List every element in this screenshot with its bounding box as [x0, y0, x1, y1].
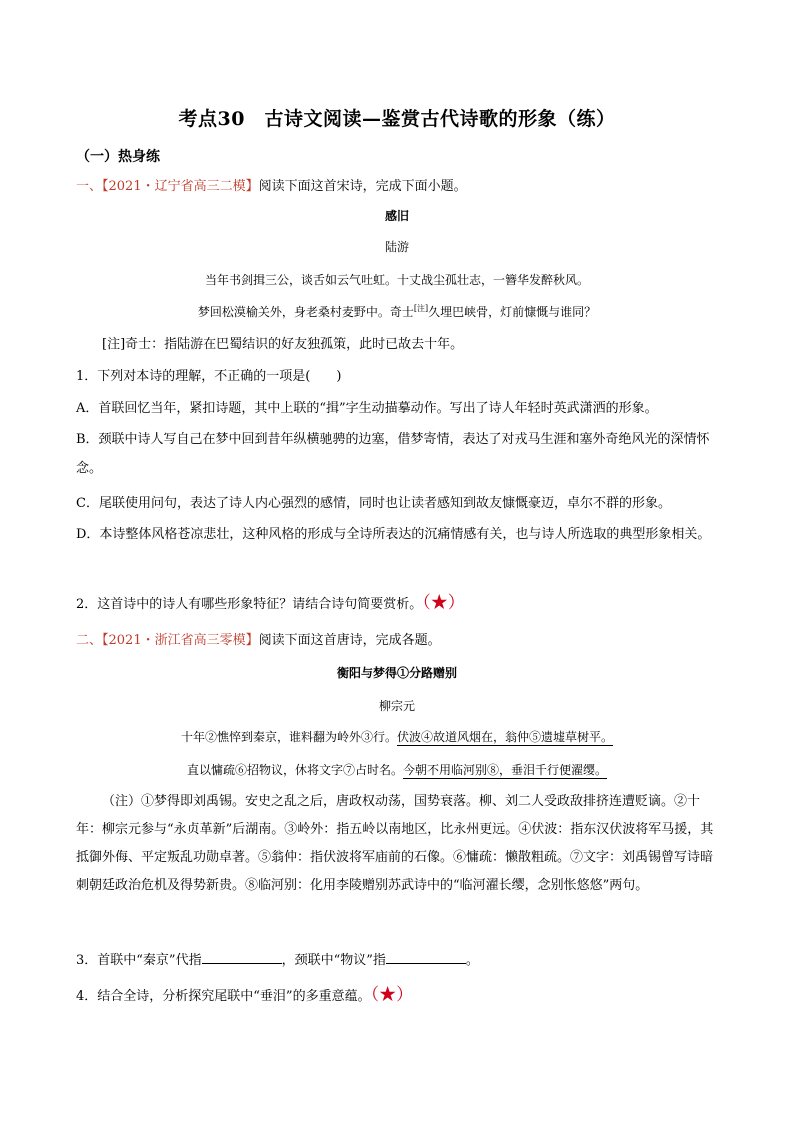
underlined-text: 伏波④故道风烟在，翁仲⑤遗墟草树平。 — [397, 730, 614, 744]
star-mark: （★） — [370, 985, 414, 1005]
part2-poet: 柳宗元 — [378, 699, 415, 713]
star-mark: （★） — [422, 593, 465, 613]
part2-poem-line-1: 十年②憔悴到秦京，谁料翻为岭外③行。伏波④故道风烟在，翁仲⑤遗墟草树平。 — [180, 730, 614, 744]
section-heading: （一）热身练 — [76, 149, 160, 165]
question-1: 1．下列对本诗的理解，不正确的一项是( ) — [76, 369, 342, 384]
part2-number: 二、 — [76, 633, 103, 648]
part1-header — [76, 177, 467, 197]
part1-number: 一、 — [76, 179, 103, 194]
part2-instruction: 阅读下面这首唐诗，完成各题。 — [258, 633, 441, 648]
part1-instruction: 阅读下面这首宋诗，完成下面小题。 — [258, 179, 467, 194]
part1-poem-line-2: 梦回松漠榆关外，身老桑村麦野中。奇士[注]久埋巴峡骨，灯前慷慨与谁同？ — [197, 304, 597, 319]
page-title: 考点30 古诗文阅读—鉴赏古代诗歌的形象（练） — [178, 108, 616, 130]
part1-source: 【2021・辽宁省高三二模】 — [102, 179, 259, 194]
part1-note: [注]奇士：指陆游在巴蜀结识的好友独孤策，此时已故去十年。 — [102, 337, 464, 352]
part2-note: （注）①梦得即刘禹锡。安史之乱之后，唐政权动荡，国势衰落。柳、刘二人受政敌排挤连遭贬谪。②十年：柳宗元参与“永贞革新”后湖南。③岭外：指五岭以南地区，比永州更远。④伏波：指东汉伏波将军马援，其抵御外侮、平定叛乱功勋卓著。⑤翁仲：指伏波将军庙前的石像。⑥慵疏：懒散粗疏。⑦文字：刘禹锡曾写诗暗刺朝廷政治危机及得势新贵。⑧临河别：化用李陵赠别苏武诗中的“临河濯长缨，念别怅悠悠”两句。 — [76, 794, 714, 893]
part1-poem-line-1: 当年书剑揖三公，谈舌如云气吐虹。十丈战尘孤壮志，一簪华发醉秋风。 — [204, 273, 589, 287]
option-d: D．本诗整体风格苍凉悲壮，这种风格的形成与全诗所表达的沉痛情感有关，也与诗人所选取的典型形象相关。 — [76, 527, 711, 542]
question-4: 4．结合全诗，分析探究尾联中“垂泪”的多重意蕴。（★） — [76, 985, 414, 1005]
answer-blank[interactable] — [202, 951, 282, 964]
part2-source: 【2021・浙江省高三零模】 — [102, 633, 259, 648]
question-2: 2．这首诗中的诗人有哪些形象特征？请结合诗句简要赏析。（★） — [76, 593, 465, 613]
part1-poem-title: 感旧 — [384, 209, 409, 223]
footnote-marker: [注] — [413, 304, 429, 313]
option-a: A．首联回忆当年，紧扣诗题，其中上联的“揖”字生动描摹动作。写出了诗人年轻时英武潇洒的形象。 — [76, 401, 658, 416]
option-c: C．尾联使用问句，表达了诗人内心强烈的感情，同时也让读者感知到故友慷慨豪迈，卓尔不群的形象。 — [76, 496, 671, 511]
underlined-text: 今朝不用临河别⑧，垂泪千行便濯缨。 — [403, 763, 608, 777]
question-3: 3．首联中“秦京”代指 ，颈联中“物议”指 。 — [76, 953, 479, 968]
part2-poem-line-2: 直以慵疏⑥招物议，休将文字⑦占时名。今朝不用临河别⑧，垂泪千行便濯缨。 — [186, 763, 608, 777]
part1-poet: 陆游 — [384, 240, 409, 254]
answer-blank[interactable] — [386, 951, 466, 964]
option-b: B．颈联中诗人写自己在梦中回到昔年纵横驰骋的边塞，借梦寄情，表达了对戎马生涯和塞外奇绝风光的深情怀念。 — [76, 432, 710, 476]
part2-header — [76, 631, 441, 651]
part2-poem-title: 衡阳与梦得①分路赠别 — [336, 666, 457, 680]
